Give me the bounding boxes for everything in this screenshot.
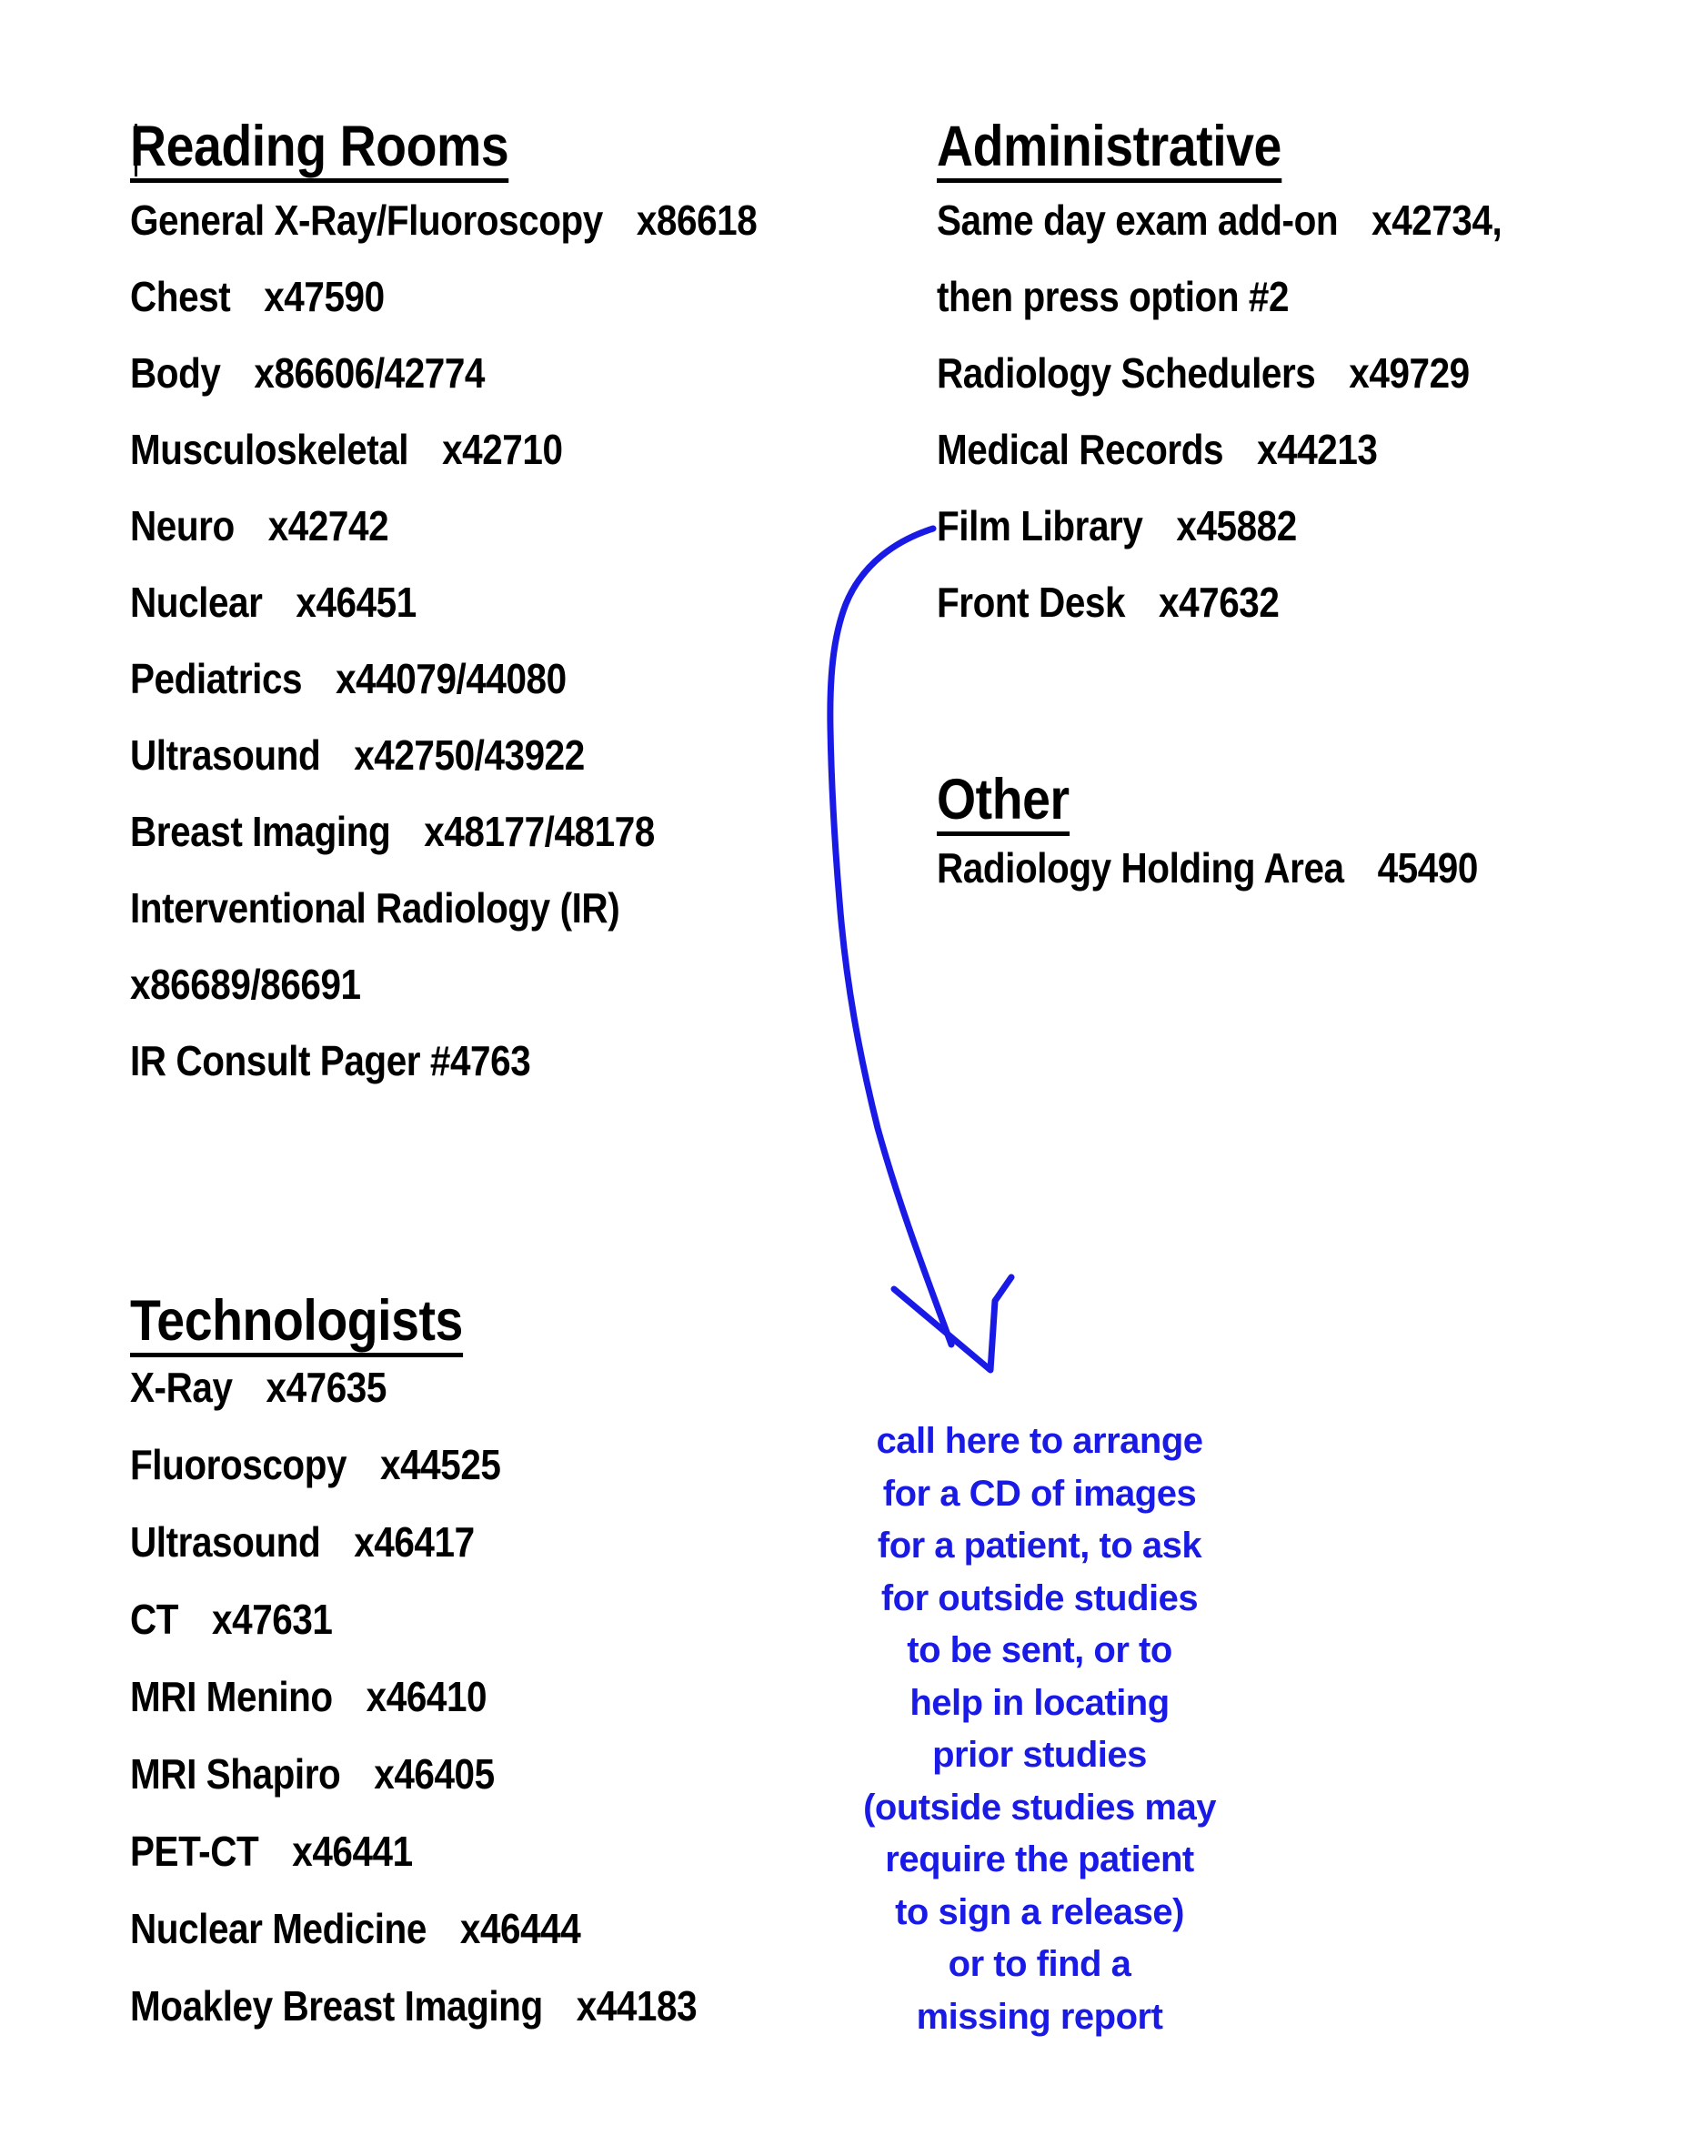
section-heading-technologists: Technologists [130,1293,463,1357]
directory-entry [937,564,1502,640]
note-line: or to find a [948,1944,1131,1984]
entry-label: Film Library [937,502,1143,549]
directory-entry [130,1813,697,1890]
annotation-note [800,1416,1279,2043]
note-line: prior studies [932,1735,1147,1775]
note-line: to be sent, or to [907,1630,1172,1670]
directory-entry [130,1890,697,1968]
entry-extension: 45490 [1377,844,1478,892]
directory-entry [937,258,1502,335]
directory-entry [937,830,1478,906]
directory-entry [130,411,757,488]
entry-extension: x46417 [354,1518,475,1566]
entry-label: Medical Records [937,426,1224,473]
directory-entry [130,1658,697,1736]
directory-entry [937,411,1502,488]
entry-label: Moakley Breast Imaging [130,1982,543,2030]
entry-label: Nuclear [130,579,263,626]
directory-entry [130,640,757,717]
entry-label: Chest [130,273,231,320]
section-heading-reading-rooms: Reading Rooms [130,118,508,183]
note-line: help in locating [909,1682,1170,1723]
entry-extension: x49729 [1349,349,1470,397]
note-line: missing report [916,1996,1163,2037]
entry-label: Ultrasound [130,1518,321,1566]
entry-label: Breast Imaging [130,808,391,855]
directory-entry [130,1736,697,1813]
entry-label: Nuclear Medicine [130,1905,427,1952]
entry-extension: x47590 [264,273,385,320]
note-line: to sign a release) [895,1891,1184,1932]
entry-extension: x48177/48178 [424,808,655,855]
entry-extension: x42710 [442,426,563,473]
note-line: (outside studies may [863,1787,1216,1828]
directory-entry [130,258,757,335]
entry-label: MRI Menino [130,1673,333,1720]
directory-entry [937,488,1502,564]
directory-entry [130,1426,697,1504]
entry-extension: x44079/44080 [336,655,567,702]
entry-label: Interventional Radiology (IR) [130,884,620,932]
entry-extension: x86606/42774 [254,349,486,397]
entry-extension: x42734, [1371,196,1502,244]
note-line: for a patient, to ask [877,1526,1202,1566]
arrow-shaft [830,529,951,1345]
directory-entry [130,335,757,411]
entry-label: then press option #2 [937,273,1290,320]
entry-extension: x86618 [636,196,758,244]
note-line: call here to arrange [876,1421,1203,1461]
reading-rooms-list [130,182,757,1099]
entry-extension: x47632 [1158,579,1280,626]
technologists-list [130,1349,697,2045]
entry-label: X-Ray [130,1364,233,1411]
directory-entry [130,182,757,258]
directory-entry [130,564,757,640]
entry-label: Same day exam add-on [937,196,1339,244]
directory-entry [130,1581,697,1658]
entry-extension: x46405 [374,1750,495,1798]
directory-entry [130,946,757,1023]
entry-label: Ultrasound [130,731,321,779]
entry-extension: x44213 [1257,426,1378,473]
entry-label: Neuro [130,502,235,549]
entry-label: MRI Shapiro [130,1750,341,1798]
entry-label: IR Consult Pager #4763 [130,1037,531,1084]
entry-extension: x47635 [266,1364,387,1411]
entry-label: Radiology Schedulers [937,349,1316,397]
directory-entry [130,1349,697,1426]
entry-extension: x42750/43922 [354,731,585,779]
entry-label: Pediatrics [130,655,303,702]
note-line: for a CD of images [882,1473,1197,1514]
other-list [937,830,1478,906]
entry-extension: x42742 [267,502,389,549]
entry-extension: x46444 [459,1905,581,1952]
entry-label: Fluoroscopy [130,1441,347,1488]
section-heading-other: Other [937,771,1070,836]
entry-label: PET-CT [130,1828,259,1875]
directory-entry [130,488,757,564]
directory-entry [130,870,757,946]
entry-label: Radiology Holding Area [937,844,1344,892]
directory-entry [130,793,757,870]
entry-extension: x46441 [292,1828,413,1875]
directory-entry [130,1023,757,1099]
entry-label: x86689/86691 [130,961,361,1008]
administrative-list [937,182,1502,640]
directory-entry [130,1504,697,1581]
entry-extension: x46451 [296,579,417,626]
note-line: for outside studies [880,1577,1199,1618]
entry-label: Front Desk [937,579,1126,626]
entry-extension: x47631 [212,1596,333,1643]
entry-label: Musculoskeletal [130,426,409,473]
directory-entry [937,335,1502,411]
entry-label: Body [130,349,221,397]
arrow-head [894,1277,1011,1370]
entry-label: General X-Ray/Fluoroscopy [130,196,603,244]
entry-extension: x46410 [366,1673,487,1720]
note-line: require the patient [885,1839,1194,1879]
entry-extension: x45882 [1176,502,1297,549]
directory-entry [130,1968,697,2045]
entry-extension: x44183 [576,1982,698,2030]
directory-entry [130,717,757,793]
directory-entry [937,182,1502,258]
entry-extension: x44525 [380,1441,501,1488]
section-heading-administrative: Administrative [937,118,1281,183]
entry-label: CT [130,1596,179,1643]
